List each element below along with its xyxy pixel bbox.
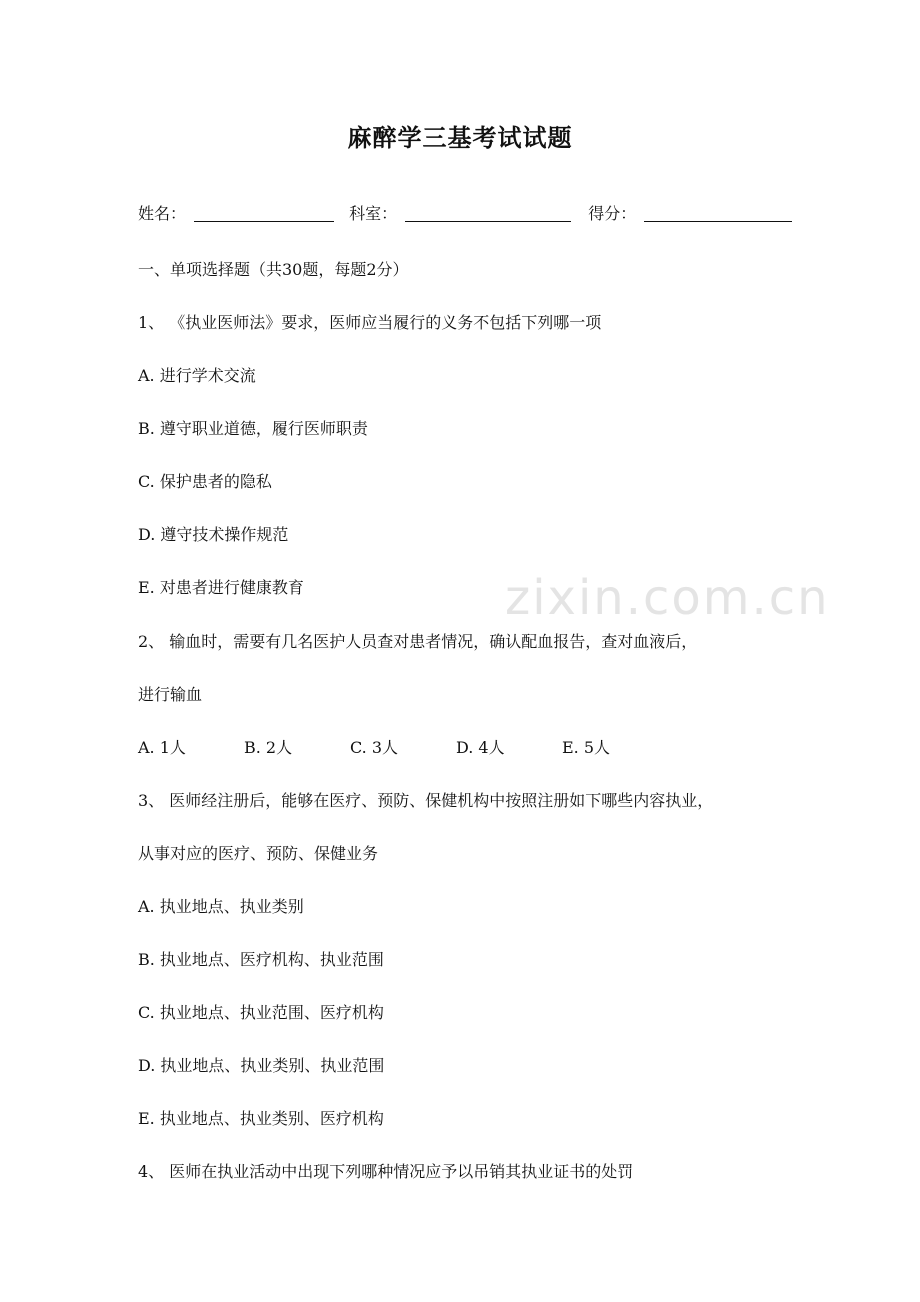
score-label: 得分： <box>588 204 637 223</box>
q3-option-d: D. 执业地点、执业类别、执业范围 <box>138 1056 385 1075</box>
dept-label: 科室： <box>349 204 398 223</box>
q1-stem: 1、 《执业医师法》要求，医师应当履行的义务不包括下列哪一项 <box>138 313 602 332</box>
q2-option-b: B. 2人 <box>244 738 293 757</box>
q2-stem-line1: 2、 输血时，需要有几名医护人员查对患者情况，确认配血报告，查对血液后， <box>138 632 698 651</box>
q3-stem-line1: 3、 医师经注册后，能够在医疗、预防、保健机构中按照注册如下哪些内容执业， <box>138 791 714 810</box>
q2-option-e: E. 5人 <box>562 738 611 757</box>
q1-option-a: A. 进行学术交流 <box>138 366 256 385</box>
dept-blank <box>405 205 571 222</box>
q1-option-d: D. 遵守技术操作规范 <box>138 525 289 544</box>
q2-stem-line2: 进行输血 <box>138 685 203 704</box>
page-title: 麻醉学三基考试试题 <box>347 123 573 152</box>
q1-option-c: C. 保护患者的隐私 <box>138 472 272 491</box>
q4-stem: 4、 医师在执业活动中出现下列哪种情况应予以吊销其执业证书的处罚 <box>138 1162 634 1181</box>
q2-option-d: D. 4人 <box>456 738 505 757</box>
q2-options <box>138 737 610 759</box>
q3-option-c: C. 执业地点、执业范围、医疗机构 <box>138 1003 384 1022</box>
name-blank <box>194 205 334 222</box>
q1-option-e: E. 对患者进行健康教育 <box>138 578 304 597</box>
info-row <box>138 203 788 225</box>
q2-option-a: A. 1人 <box>138 738 186 757</box>
section-heading: 一、单项选择题（共30题，每题2分） <box>138 260 409 279</box>
q1-option-b: B. 遵守职业道德，履行医师职责 <box>138 419 368 438</box>
watermark: zixin.com.cn <box>505 570 830 626</box>
score-blank <box>644 205 792 222</box>
q3-option-a: A. 执业地点、执业类别 <box>138 897 304 916</box>
q3-option-e: E. 执业地点、执业类别、医疗机构 <box>138 1109 384 1128</box>
q3-option-b: B. 执业地点、医疗机构、执业范围 <box>138 950 384 969</box>
name-label: 姓名： <box>138 204 187 223</box>
q3-stem-line2: 从事对应的医疗、预防、保健业务 <box>138 844 379 863</box>
q2-option-c: C. 3人 <box>350 738 399 757</box>
